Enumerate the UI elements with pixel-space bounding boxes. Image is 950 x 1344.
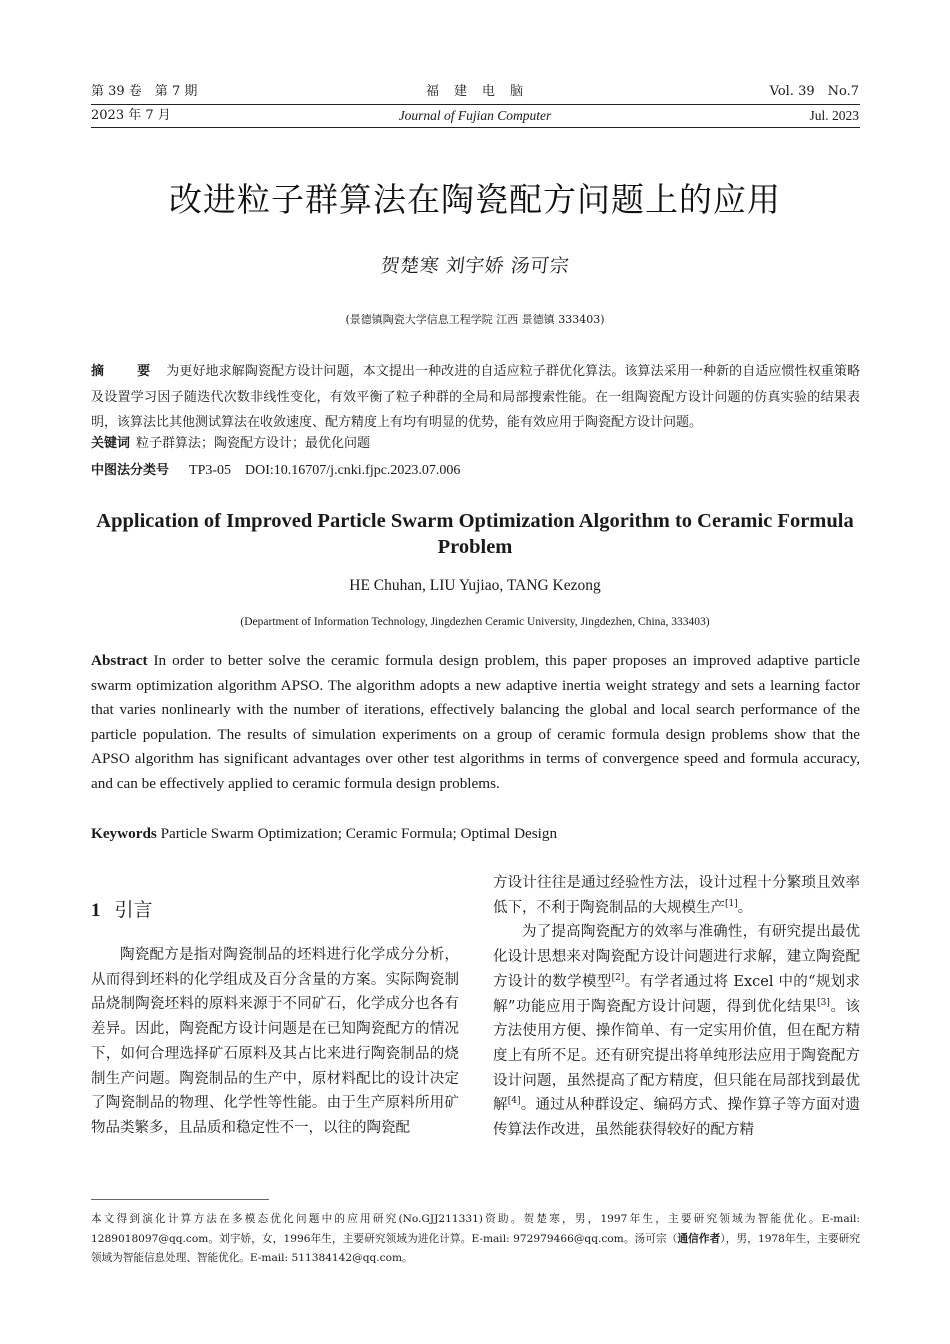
classification-label: 中图法分类号 (91, 463, 170, 478)
abstract-cn-label: 摘 要 (91, 364, 161, 379)
keywords-en-label: Keywords (91, 825, 157, 842)
body-paragraph (493, 920, 860, 1142)
abstract-en-text: In order to better solve the ceramic formula design problem, this paper proposes an improved adaptive particle swarm optimization algorithm APSO. The algorithm adopts a new adaptive inertia weight strategy and sets a learning factor that varies nonlinearly with the number of iterations, effectively balancing the global and local search performance of the particle population. The results of simulation experiments on a group of ceramic formula design problems show that the APSO algorithm has significant advantages over other test algorithms in terms of convergence speed and formula accuracy, and can be effectively applied to ceramic formula design problems. (91, 652, 860, 792)
header-journal-cn: 福 建 电 脑 (425, 84, 524, 99)
authors-cn: 贺楚寒 刘宇娇 汤可宗 (379, 255, 571, 277)
footnote (91, 1210, 860, 1269)
section-number: 1 (91, 900, 101, 921)
body-text: 。通过从种群设定、编码方式、操作算子等方面对遗传算法作改进，虽然能获得较好的配方精 (493, 1097, 861, 1139)
keywords-cn (91, 434, 370, 454)
citation-ref: [2] (611, 972, 625, 983)
authors-en: HE Chuhan, LIU Yujiao, TANG Kezong (349, 577, 601, 594)
body-paragraph-continued (493, 871, 860, 920)
affiliation-cn: (景德镇陶瓷大学信息工程学院 江西 景德镇 333403) (345, 313, 605, 326)
body-text: 方设计往往是通过经验性方法，设计过程十分繁琐且效率低下，不利于陶瓷制品的大规模生产 (493, 875, 860, 916)
classification-line (91, 461, 460, 481)
header-date-en: Jul. 2023 (809, 108, 859, 123)
body-column-left (91, 943, 459, 1141)
keywords-en-text: Particle Swarm Optimization; Ceramic Formula; Optimal Design (160, 825, 558, 842)
doi: DOI:10.16707/j.cnki.fjpc.2023.07.006 (245, 463, 461, 478)
section-heading (91, 897, 153, 924)
page-title-en: Application of Improved Particle Swarm Optimization Algorithm to Ceramic Formula Problem (96, 510, 854, 558)
header-rule-bottom (91, 127, 860, 128)
body-paragraph: 陶瓷配方是指对陶瓷制品的坯料进行化学成分分析，从而得到坯料的化学组成及百分含量的方案。实际陶瓷制品烧制陶瓷坯料的原料来源于不同矿石，化学成分也各有差异。因此，陶瓷配方设计问题是在已知陶瓷配方的情况下，如何合理选择矿石原料及其占比来进行陶瓷制品的烧制生产问题。陶瓷制品的生产中，原材料配比的设计决定了陶瓷制品的物理、化学性等性能。由于生产原料所用矿物品类繁多，且品质和稳定性不一，以往的陶瓷配 (91, 947, 459, 1136)
section-title: 引言 (114, 899, 153, 921)
classification-code: TP3-05 (189, 463, 232, 478)
abstract-cn-text: 为更好地求解陶瓷配方设计问题，本文提出一种改进的自适应粒子群优化算法。该算法采用一种新的自适应惯性权重策略及设置学习因子随迭代次数非线性变化，有效平衡了粒子种群的全局和局部搜索性能。在一组陶瓷配方设计问题的仿真实验的结果表明，该算法比其他测试算法在收敛速度、配方精度上有均有明显的优势，能有效应用于陶瓷配方设计问题。 (91, 364, 860, 430)
body-text: 。该方法使用方便、操作简单、有一定实用价值，但在配方精度上有所不足。还有研究提出将单纯形法应用于陶瓷配方设计问题，虽然提高了配方精度，但只能在局部找到最优解 (493, 998, 861, 1114)
header-date-cn: 2023 年 7 月 (91, 108, 171, 123)
body-column-right (493, 871, 860, 1143)
keywords-cn-text: 粒子群算法；陶瓷配方设计；最优化问题 (136, 436, 371, 451)
citation-ref: [4] (507, 1096, 521, 1107)
citation-ref: [1] (725, 898, 738, 909)
citation-ref: [3] (817, 997, 830, 1008)
abstract-en-label: Abstract (91, 652, 148, 669)
header-volume-issue-cn: 第 39 卷 第 7 期 (91, 84, 198, 99)
body-text: 为了提高陶瓷配方的效率与准确性，有研究提出最优化设计思想来对陶瓷配方设计问题进行求解，建立陶瓷配方设计的数学模型 (493, 924, 860, 990)
footnote-rule (91, 1199, 269, 1200)
keywords-cn-label: 关键词 (91, 436, 131, 451)
body-text: 。有学者通过将 Excel 中的“规划求解”功能应用于陶瓷配方设计问题，得到优化结果 (493, 973, 861, 1015)
body-text: 。 (737, 899, 753, 916)
header-volume-issue-en: Vol. 39 No.7 (769, 84, 859, 99)
footnote-text: ），男，1978年生，主要研究领域为智能信息处理、智能优化。E-mail: 511384142@qq.com。 (91, 1232, 860, 1264)
header-rule-top (91, 104, 860, 105)
corresponding-author-label: 通信作者 (677, 1232, 721, 1245)
abstract-en (91, 649, 860, 797)
keywords-en (91, 823, 557, 845)
abstract-cn (91, 359, 860, 436)
footnote-text: 本文得到演化计算方法在多模态优化问题中的应用研究(No.GJJ211331)资助。贺楚寒，男，1997年生，主要研究领域为智能优化。E-mail: 1289018097@qq.com。刘宇娇，女，1996年生，主要研究领域为进化计算。E-mail: 972979466@qq.com。汤可宗（ (91, 1213, 860, 1245)
header-journal-en: Journal of Fujian Computer (398, 108, 552, 123)
page-title-cn: 改进粒子群算法在陶瓷配方问题上的应用 (169, 180, 781, 219)
affiliation-en: (Department of Information Technology, Jingdezhen Ceramic University, Jingdezhen, China, 333403) (240, 616, 710, 628)
